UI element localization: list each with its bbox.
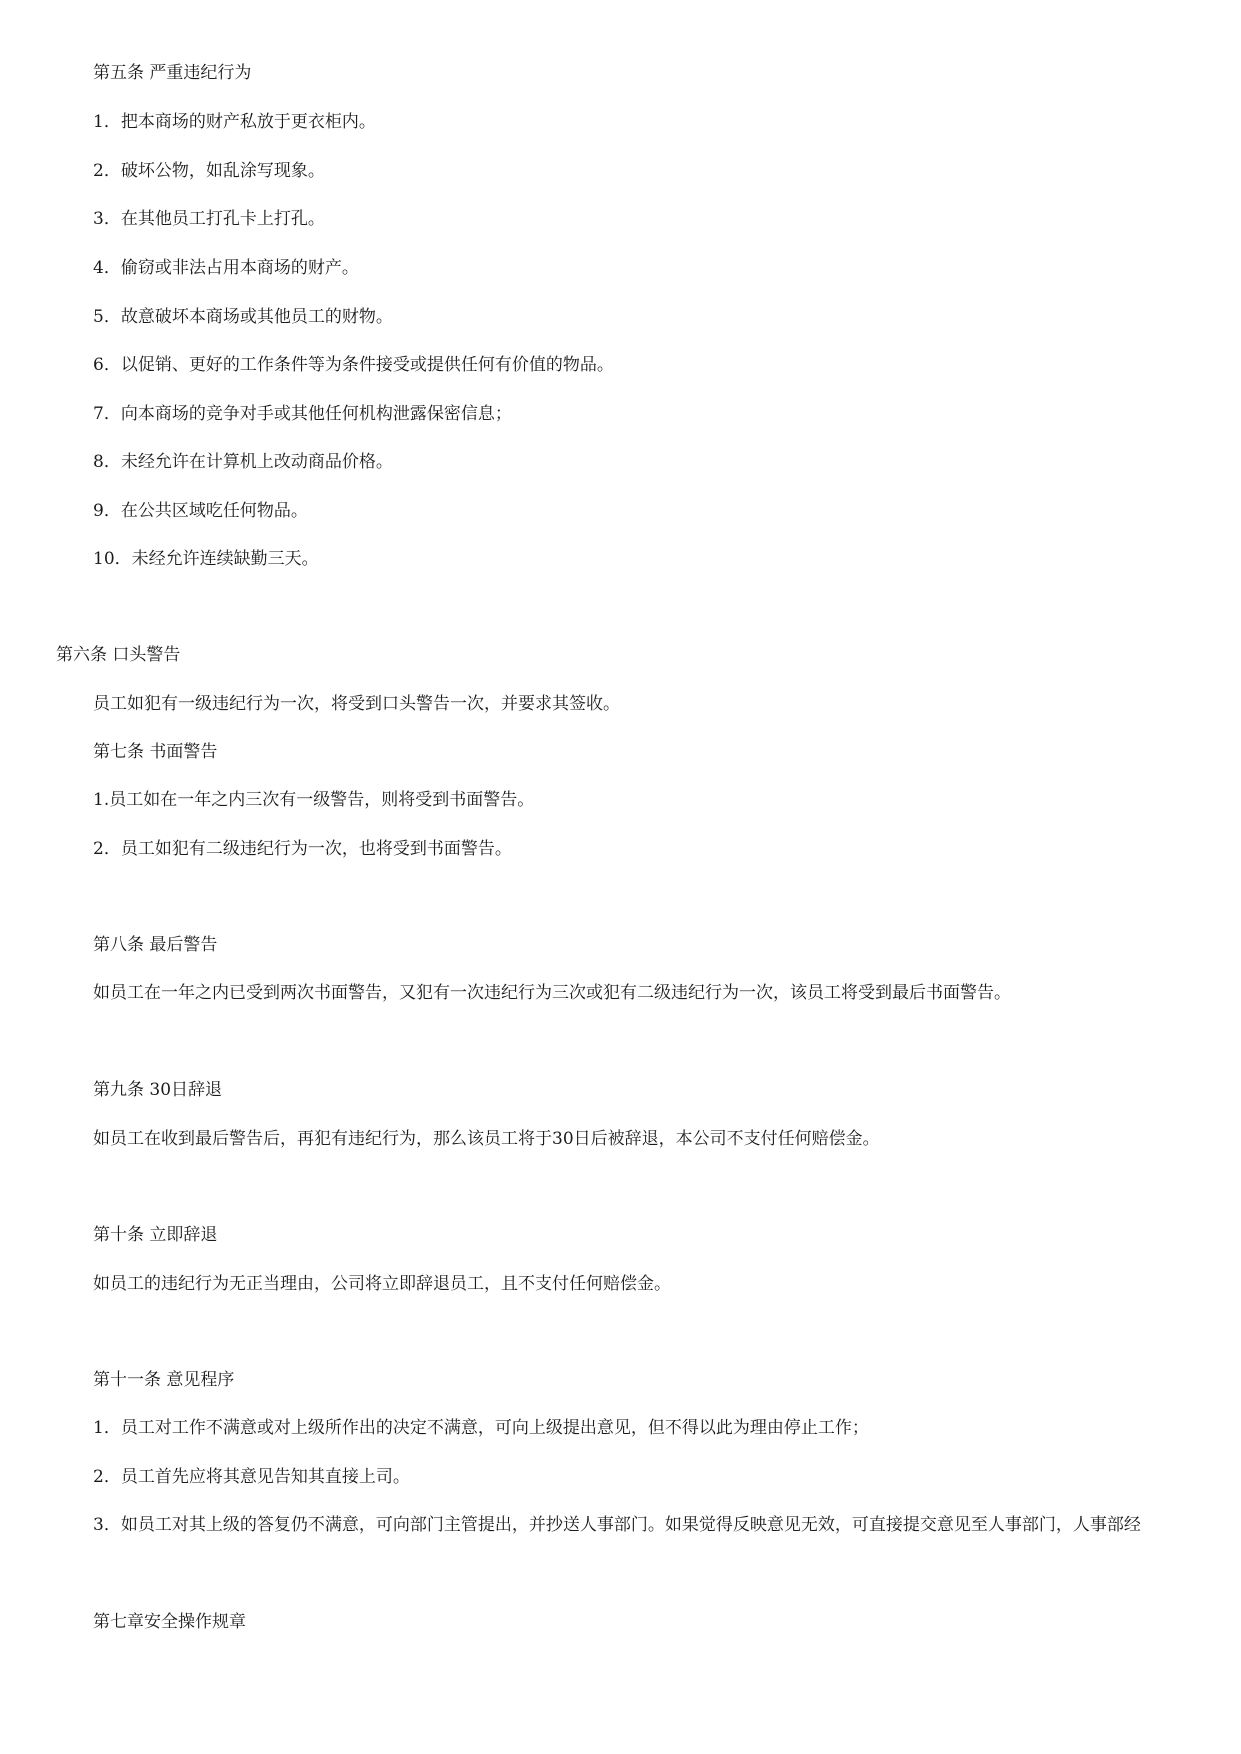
article-5-item-6: 6．以促销、更好的工作条件等为条件接受或提供任何有价值的物品。 [93, 355, 614, 375]
article-6-text: 员工如犯有一级违纪行为一次，将受到口头警告一次，并要求其签收。 [93, 694, 620, 714]
article-5-item-8: 8．未经允许在计算机上改动商品价格。 [93, 452, 393, 472]
article-5-item-1: 1．把本商场的财产私放于更衣柜内。 [93, 112, 376, 132]
article-7-item-1: 1.员工如在一年之内三次有一级警告，则将受到书面警告。 [93, 790, 535, 810]
article-5-item-10: 10．未经允许连续缺勤三天。 [93, 549, 319, 569]
article-11-item-2: 2．员工首先应将其意见告知其直接上司。 [93, 1467, 410, 1487]
article-9-heading: 第九条 30日辞退 [93, 1080, 223, 1100]
article-6-heading: 第六条 口头警告 [56, 645, 181, 665]
article-8-text: 如员工在一年之内已受到两次书面警告，又犯有一次违纪行为三次或犯有二级违纪行为一次，该员工将受到最后书面警告。 [93, 983, 1011, 1003]
article-7-heading: 第七条 书面警告 [93, 742, 218, 762]
article-11-item-1: 1．员工对工作不满意或对上级所作出的决定不满意，可向上级提出意见，但不得以此为理由停止工作； [93, 1418, 869, 1438]
article-5-heading: 第五条 严重违纪行为 [93, 63, 252, 83]
article-11-heading: 第十一条 意见程序 [93, 1370, 235, 1390]
article-7-item-2: 2．员工如犯有二级违纪行为一次，也将受到书面警告。 [93, 839, 512, 859]
article-5-item-7: 7．向本商场的竞争对手或其他任何机构泄露保密信息； [93, 404, 512, 424]
article-5-item-9: 9．在公共区域吃任何物品。 [93, 501, 308, 521]
article-10-heading: 第十条 立即辞退 [93, 1225, 218, 1245]
article-5-item-2: 2．破坏公物，如乱涂写现象。 [93, 161, 325, 181]
article-5-item-4: 4．偷窃或非法占用本商场的财产。 [93, 258, 359, 278]
article-5-item-5: 5．故意破坏本商场或其他员工的财物。 [93, 307, 393, 327]
article-8-heading: 第八条 最后警告 [93, 935, 218, 955]
article-5-item-3: 3．在其他员工打孔卡上打孔。 [93, 209, 325, 229]
article-11-item-3: 3．如员工对其上级的答复仍不满意，可向部门主管提出，并抄送人事部门。如果觉得反映意见无效，可直接提交意见至人事部门，人事部经 [93, 1515, 1141, 1535]
article-10-text: 如员工的违纪行为无正当理由，公司将立即辞退员工，且不支付任何赔偿金。 [93, 1274, 671, 1294]
article-9-text: 如员工在收到最后警告后，再犯有违纪行为，那么该员工将于30日后被辞退，本公司不支付任何赔偿金。 [93, 1129, 880, 1149]
chapter-7-heading: 第七章安全操作规章 [93, 1612, 246, 1632]
